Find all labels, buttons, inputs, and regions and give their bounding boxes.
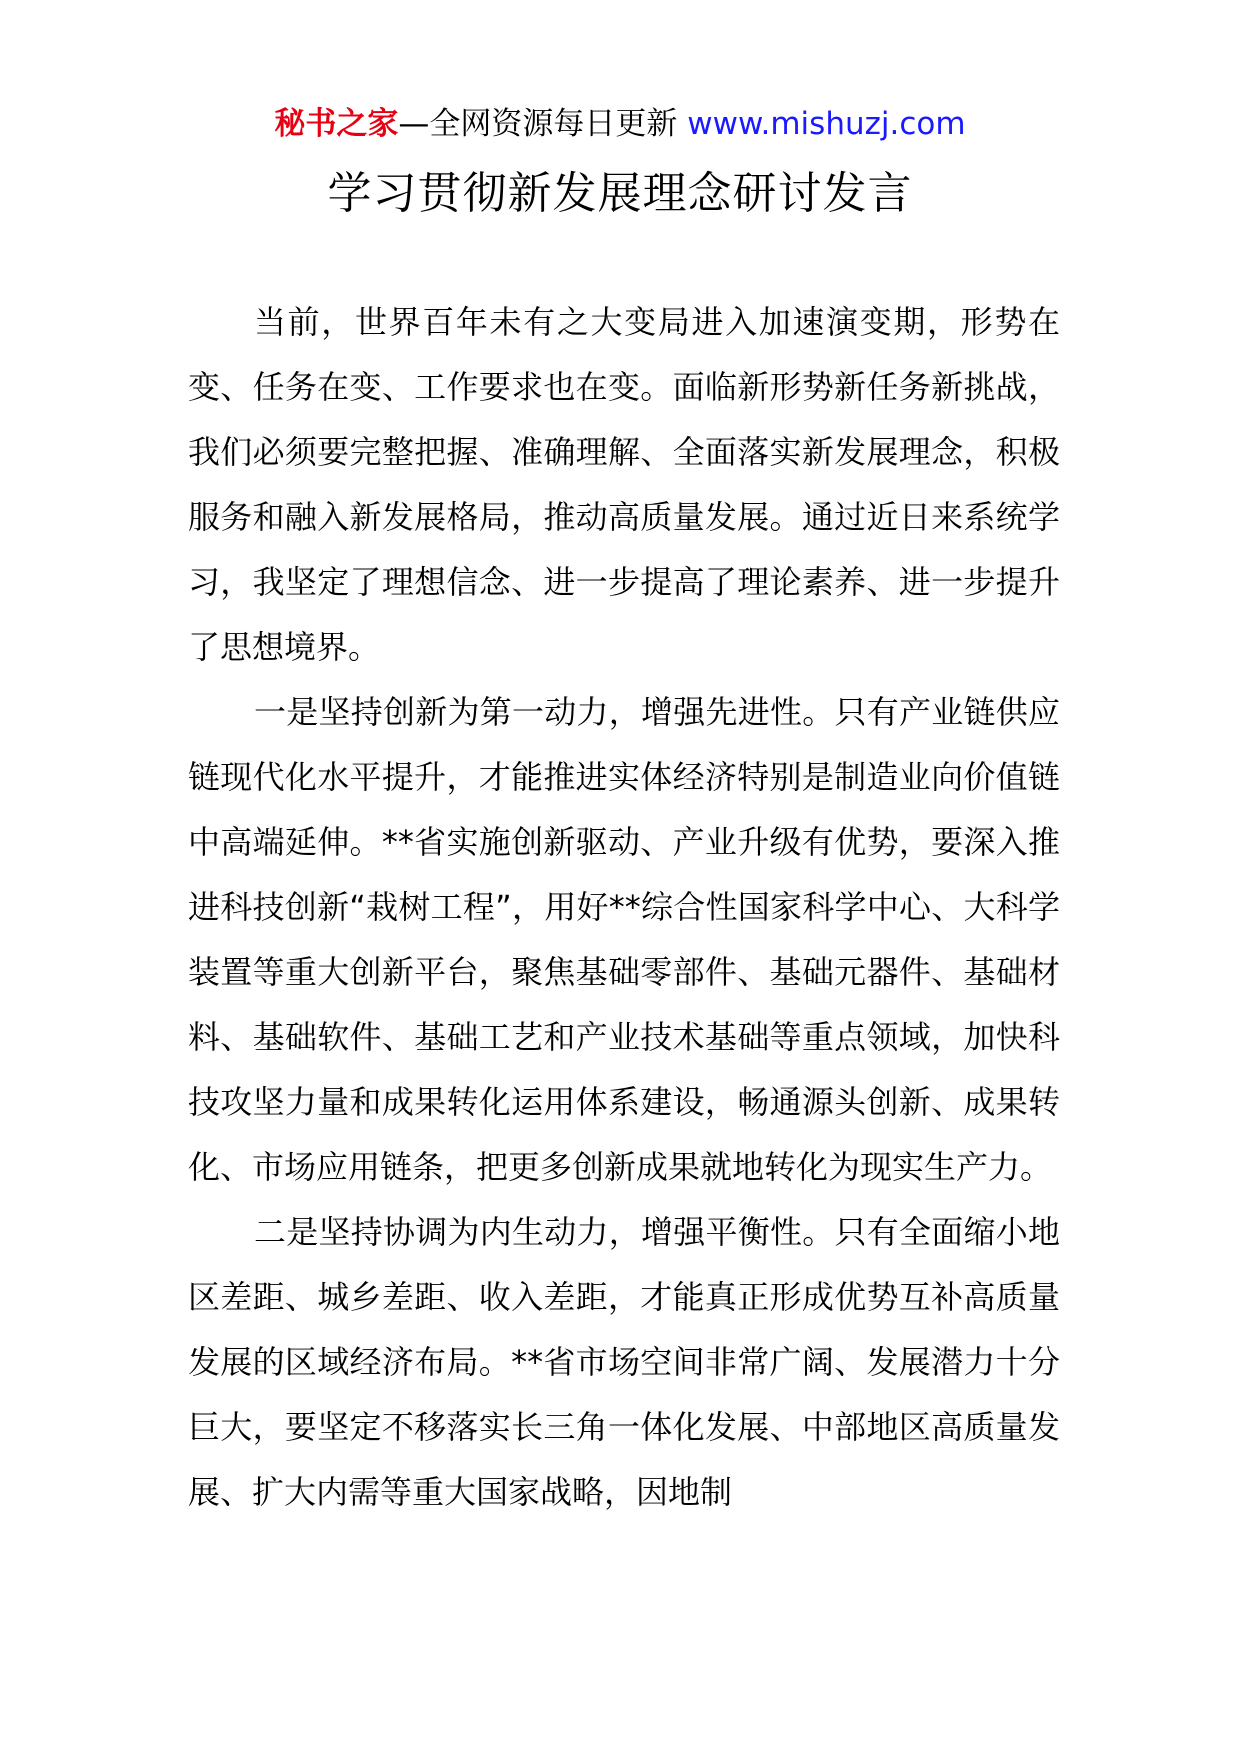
- brand-url[interactable]: www.mishuzj.com: [687, 106, 966, 142]
- paragraph-text: 只有全面缩小地区差距、城乡差距、收入差距，才能真正形成优势互补高质量发展的区域经济布局。**省市场空间非常广阔、发展潜力十分巨大，要坚定不移落实长三角一体化发展、中部地区高质量发展、扩大内需等重大国家战略，因地制: [188, 1213, 1060, 1511]
- paragraph-text: 当前，世界百年未有之大变局进入加速演变期，形势在变、任务在变、工作要求也在变。面临新形势新任务新挑战，我们必须要完整把握、准确理解、全面落实新发展理念，积极服务和融入新发展格局，推动高质量发展。通过近日来系统学习，我坚定了理想信念、进一步提高了理论素养、进一步提升了思想境界。: [188, 303, 1060, 666]
- document-title: 学习贯彻新发展理念研讨发言: [327, 168, 913, 219]
- paragraph-coordination: [188, 1200, 1060, 1525]
- document-body: [188, 290, 1060, 1525]
- brand-slogan: —全网资源每日更新: [398, 106, 678, 142]
- paragraph-lead: 一是坚持创新为第一动力，增强先进性。: [254, 693, 835, 731]
- paragraph-text: 只有产业链供应链现代化水平提升，才能推进实体经济特别是制造业向价值链中高端延伸。**省实施创新驱动、产业升级有优势，要深入推进科技创新“栽树工程”，用好**综合性国家科学中心、大科学装置等重大创新平台，聚焦基础零部件、基础元器件、基础材料、基础软件、基础工艺和产业技术基础等重点领域，加快科技攻坚力量和成果转化运用体系建设，畅通源头创新、成果转化、市场应用链条，把更多创新成果就地转化为现实生产力。: [188, 693, 1060, 1186]
- watermark-header: [0, 100, 1240, 148]
- paragraph-intro: [188, 290, 1060, 680]
- brand-name: 秘书之家: [274, 106, 399, 142]
- paragraph-innovation: [188, 680, 1060, 1200]
- paragraph-lead: 二是坚持协调为内生动力，增强平衡性。: [254, 1213, 835, 1251]
